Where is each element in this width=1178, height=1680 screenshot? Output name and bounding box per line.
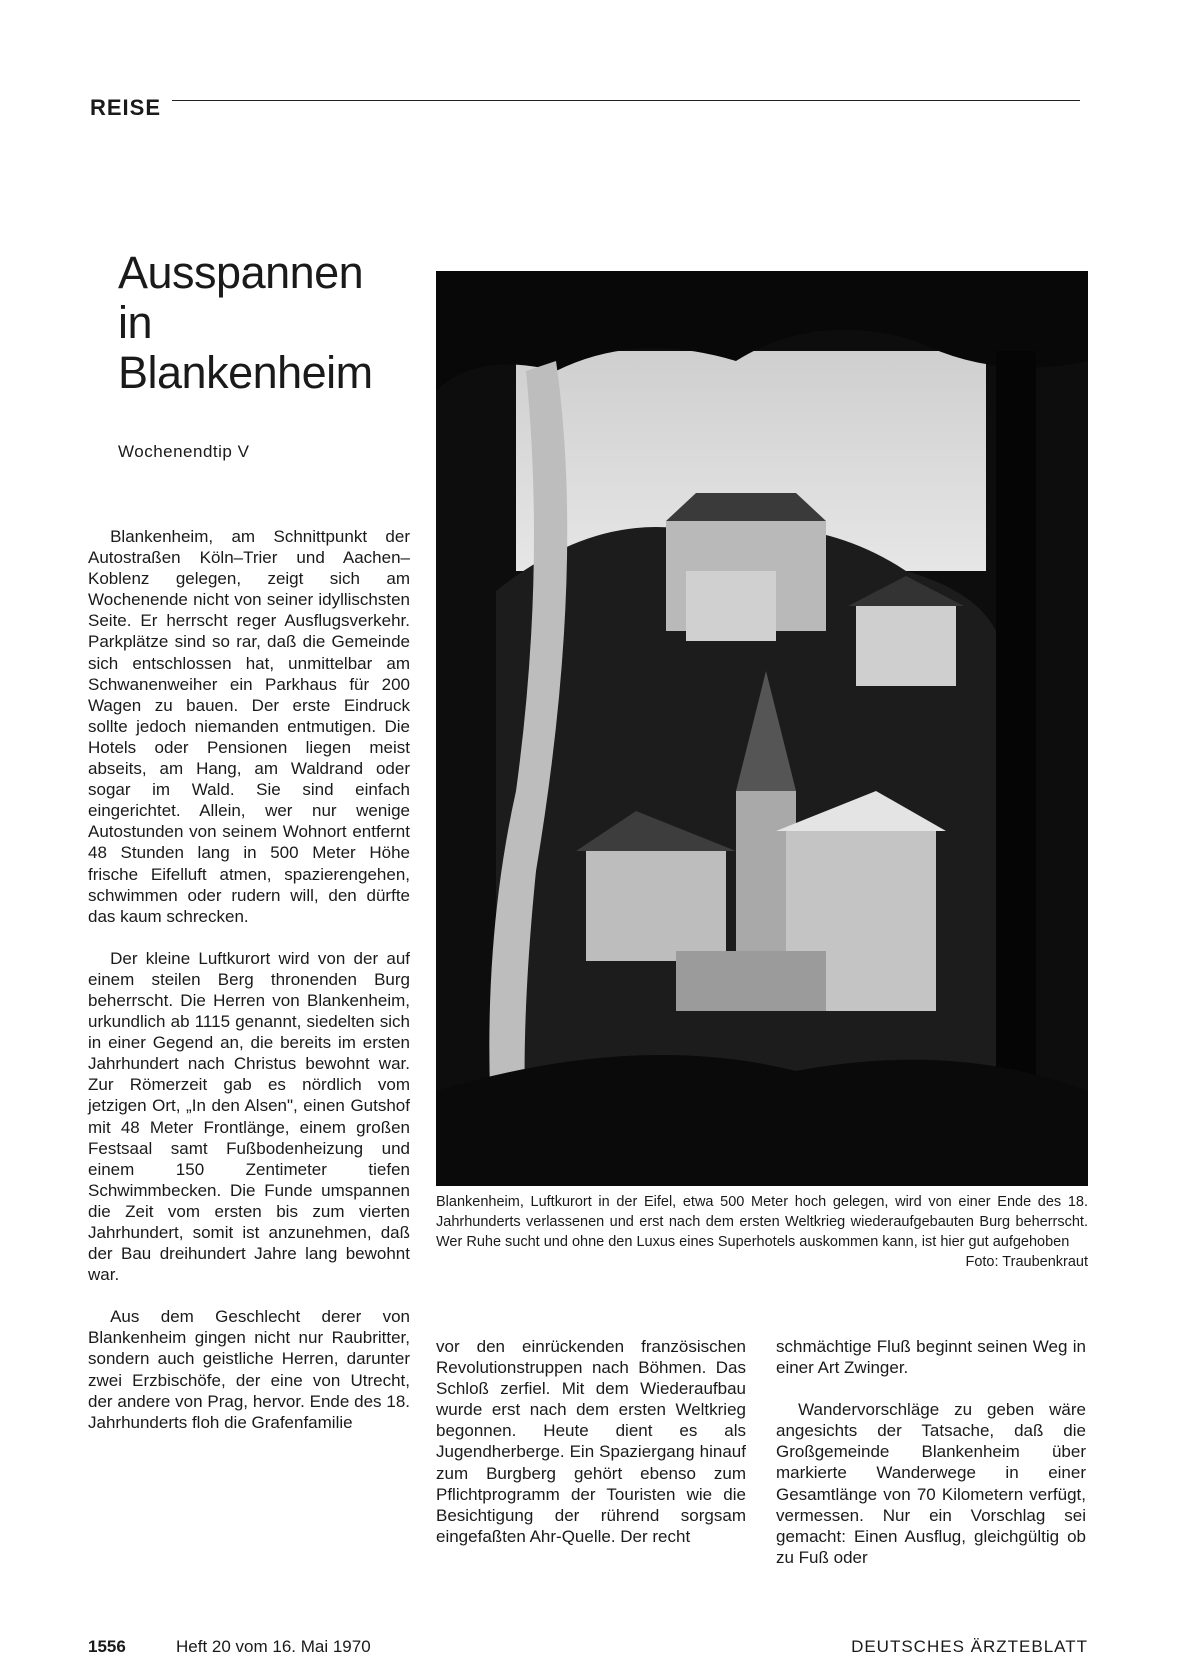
page-number: 1556	[88, 1637, 126, 1656]
column-1	[88, 526, 410, 1454]
paragraph: Blankenheim, am Schnittpunkt der Autostraßen Köln–Trier und Aachen–Koblenz gelegen, zeigt sich am Wochenende nicht von seiner idyllischsten Seite. Er herrscht reger Ausflugsverkehr. Parkplätze sind so rar, daß die Gemeinde sich entschlossen hat, unmittelbar am Schwanenweiher ein Parkhaus für 200 Wagen zu bauen. Der erste Eindruck sollte jedoch niemanden entmutigen. Die Hotels oder Pensionen liegen meist abseits, am Hang, am Waldrand oder sogar im Wald. Sie sind einfach eingerichtet. Allein, wer nur wenige Autostunden von seinem Wohnort entfernt 48 Stunden lang in 500 Meter Höhe frische Eifelluft atmen, spazierengehen, schwimmen oder rudern will, den dürfte das kaum schrecken.	[88, 527, 410, 926]
photo-credit: Foto: Traubenkraut	[965, 1254, 1088, 1270]
paragraph: Aus dem Geschlecht derer von Blankenheim gingen nicht nur Raubritter, sondern auch geistliche Herren, darunter zwei Erzbischöfe, der eine von Utrecht, der andere von Prag, hervor. Ende des 18. Jahrhunderts floh die Grafenfamilie	[88, 1307, 410, 1432]
column-3	[776, 1336, 1086, 1589]
article-subtitle: Wochenendtip V	[118, 442, 250, 461]
photo-caption	[436, 1192, 1088, 1272]
column-2	[436, 1336, 746, 1568]
journal-name: DEUTSCHES ÄRZTEBLATT	[851, 1637, 1088, 1656]
article-title	[118, 248, 373, 398]
title-line: Ausspannen	[118, 247, 364, 298]
paragraph: Der kleine Luftkurort wird von der auf einem steilen Berg thronenden Burg beherrscht. Die Herren von Blankenheim, urkundlich ab 1115 genannt, siedelten sich in einer Gegend an, die bereits im ersten Jahrhundert nach Christus bewohnt war. Zur Römerzeit gab es nördlich vom jetzigen Ort, „In den Alsen", einen Gutshof mit 48 Meter Frontlänge, einem großen Festsaal samt Fußbodenheizung und einem 150 Zentimeter tiefen Schwimmbecken. Die Funde umspannen die Zeit vom ersten bis zum vierten Jahrhundert, somit ist anzunehmen, daß der Bau dreihundert Jahre lang bewohnt war.	[88, 948, 410, 1285]
issue-line: Heft 20 vom 16. Mai 1970	[176, 1637, 371, 1656]
caption-text: Blankenheim, Luftkurort in der Eifel, etwa 500 Meter hoch gelegen, wird von einer Ende des 18. Jahrhunderts verlassenen und erst nach dem ersten Weltkrieg wiederaufgebauten Burg beherrscht. Wer Ruhe sucht und ohne den Luxus eines Superhotels auskommen kann, ist hier gut aufgehoben	[436, 1194, 1088, 1250]
title-line: Blankenheim	[118, 347, 373, 398]
paragraph: schmächtige Fluß beginnt seinen Weg in einer Art Zwinger.	[776, 1337, 1086, 1378]
header-rule	[172, 100, 1080, 101]
section-label: REISE	[90, 95, 162, 120]
paragraph: vor den einrückenden französischen Revolutionstruppen nach Böhmen. Das Schloß zerfiel. Mit dem Wiederaufbau wurde erst nach dem ersten Weltkrieg begonnen. Heute dient es als Jugendherberge. Ein Spaziergang hinauf zum Burgberg gehört ebenso zum Pflichtprogramm der Touristen wie die Besichtigung der rührend sorgsam eingefaßten Ahr-Quelle. Der recht	[436, 1337, 746, 1546]
article-photo	[436, 271, 1088, 1186]
title-line: in	[118, 297, 153, 348]
paragraph: Wandervorschläge zu geben wäre angesichts der Tatsache, daß die Großgemeinde Blankenheim über markierte Wanderwege in einer Gesamtlänge von 70 Kilometern verfügt, vermessen. Nur ein Vorschlag sei gemacht: Einen Ausflug, gleichgültig ob zu Fuß oder	[776, 1400, 1086, 1567]
